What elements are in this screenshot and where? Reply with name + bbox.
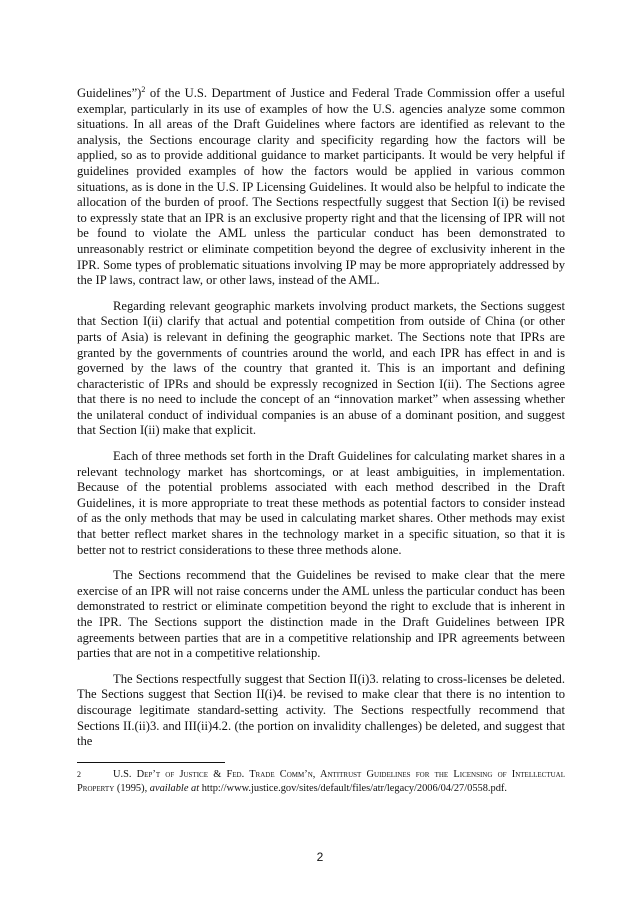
paragraph-5: The Sections respectfully suggest that Section II(i)3. relating to cross-licenses be deleted. The Sections suggest that Section II(i)4. be revised to make clear that there is no intention to discourage legitimate standard-setting activity. The Sections respectfully recommend that Sections II.(ii)3. and III(ii)4.2. (the portion on invalidity challenges) be deleted, and suggest that the [77, 671, 565, 749]
paragraph-1-text: of the U.S. Department of Justice and Federal Trade Commission offer a useful exemplar, particularly in its use of examples of how the U.S. agencies analyze some common situations. In all areas of the Draft Guidelines where factors are identified as relevant to the analysis, the Sections encourage clarity and specificity regarding how the factors will be applied, so as to provide additional guidance to market participants. It would be very helpful if guidelines provided examples of how the factors would be applied in various common situations, as is done in the U.S. IP Licensing Guidelines. It would also be helpful to indicate the allocation of the burden of proof. The Sections respectfully suggest that Section I(i) be revised to expressly state that an IPR is an exclusive property right and that the licensing of IPR will not be found to violate the AML unless the particular conduct has been demonstrated to unreasonably restrict or eliminate competition beyond the degree of exclusivity inherent in the IPR. Some types of problematic situations involving IP may be more appropriately addressed by the IP laws, contract law, or other laws, instead of the AML. [77, 86, 565, 288]
footnote-divider [77, 762, 225, 763]
paragraph-2: Regarding relevant geographic markets involving product markets, the Sections suggest that Section I(ii) clarify that actual and potential competition from outside of China (or other parts of Asia) is relevant in defining the geographic market. The Sections note that IPRs are granted by the governments of countries around the world, and each IPR has effect in and is governed by the laws of the country that granted it. This is an important and defining characteristic of IPRs and should be expressly recognized in Section I(ii). The Sections agree that there is no need to include the concept of an “innovation market” when assessing whether the unilateral conduct of individual companies is an abuse of a dominant position, and suggest that Section I(ii) make that explicit. [77, 298, 565, 438]
footnote [77, 768, 565, 795]
body-text [77, 86, 565, 760]
paragraph-1-lead: Guidelines”) [77, 86, 142, 100]
page-number: 2 [316, 850, 324, 864]
footnote-citation: U.S. Dep’t of Justice & Fed. Trade Comm’n, Antitrust Guidelines for the Licensing of Intellectual Property [77, 769, 565, 794]
footnote-available-at: available at [149, 782, 200, 794]
paragraph-4: The Sections recommend that the Guidelines be revised to make clear that the mere exercise of an IPR will not raise concerns under the AML unless the particular conduct has been demonstrated to restrict or eliminate competition beyond the right to exclude that is inherent in the IPR. The Sections support the distinction made in the Draft Guidelines between IPR agreements between parties that are in a competitive relationship and IPR agreements between parties that are not in a competitive relationship. [77, 568, 565, 661]
paragraph-1 [77, 86, 565, 289]
footnote-url-link[interactable]: http://www.justice.gov/sites/default/files/atr/legacy/2006/04/27/0558.pdf. [201, 782, 507, 794]
footnote-number: 2 [77, 770, 81, 779]
footnote-year: (1995), [114, 782, 150, 794]
footnote-reference[interactable]: 2 [141, 84, 146, 94]
paragraph-3: Each of three methods set forth in the Draft Guidelines for calculating market shares in a relevant technology market has shortcomings, or at least ambiguities, in implementation. Because of the potential problems associated with each method described in the Draft Guidelines, it is more appropriate to treat these methods as potential factors to consider instead of as the only methods that may be used in calculating market shares. Other methods may exist that better reflect market shares in the technology market in a specific situation, so that it is better not to restrict considerations to these three methods alone. [77, 449, 565, 557]
